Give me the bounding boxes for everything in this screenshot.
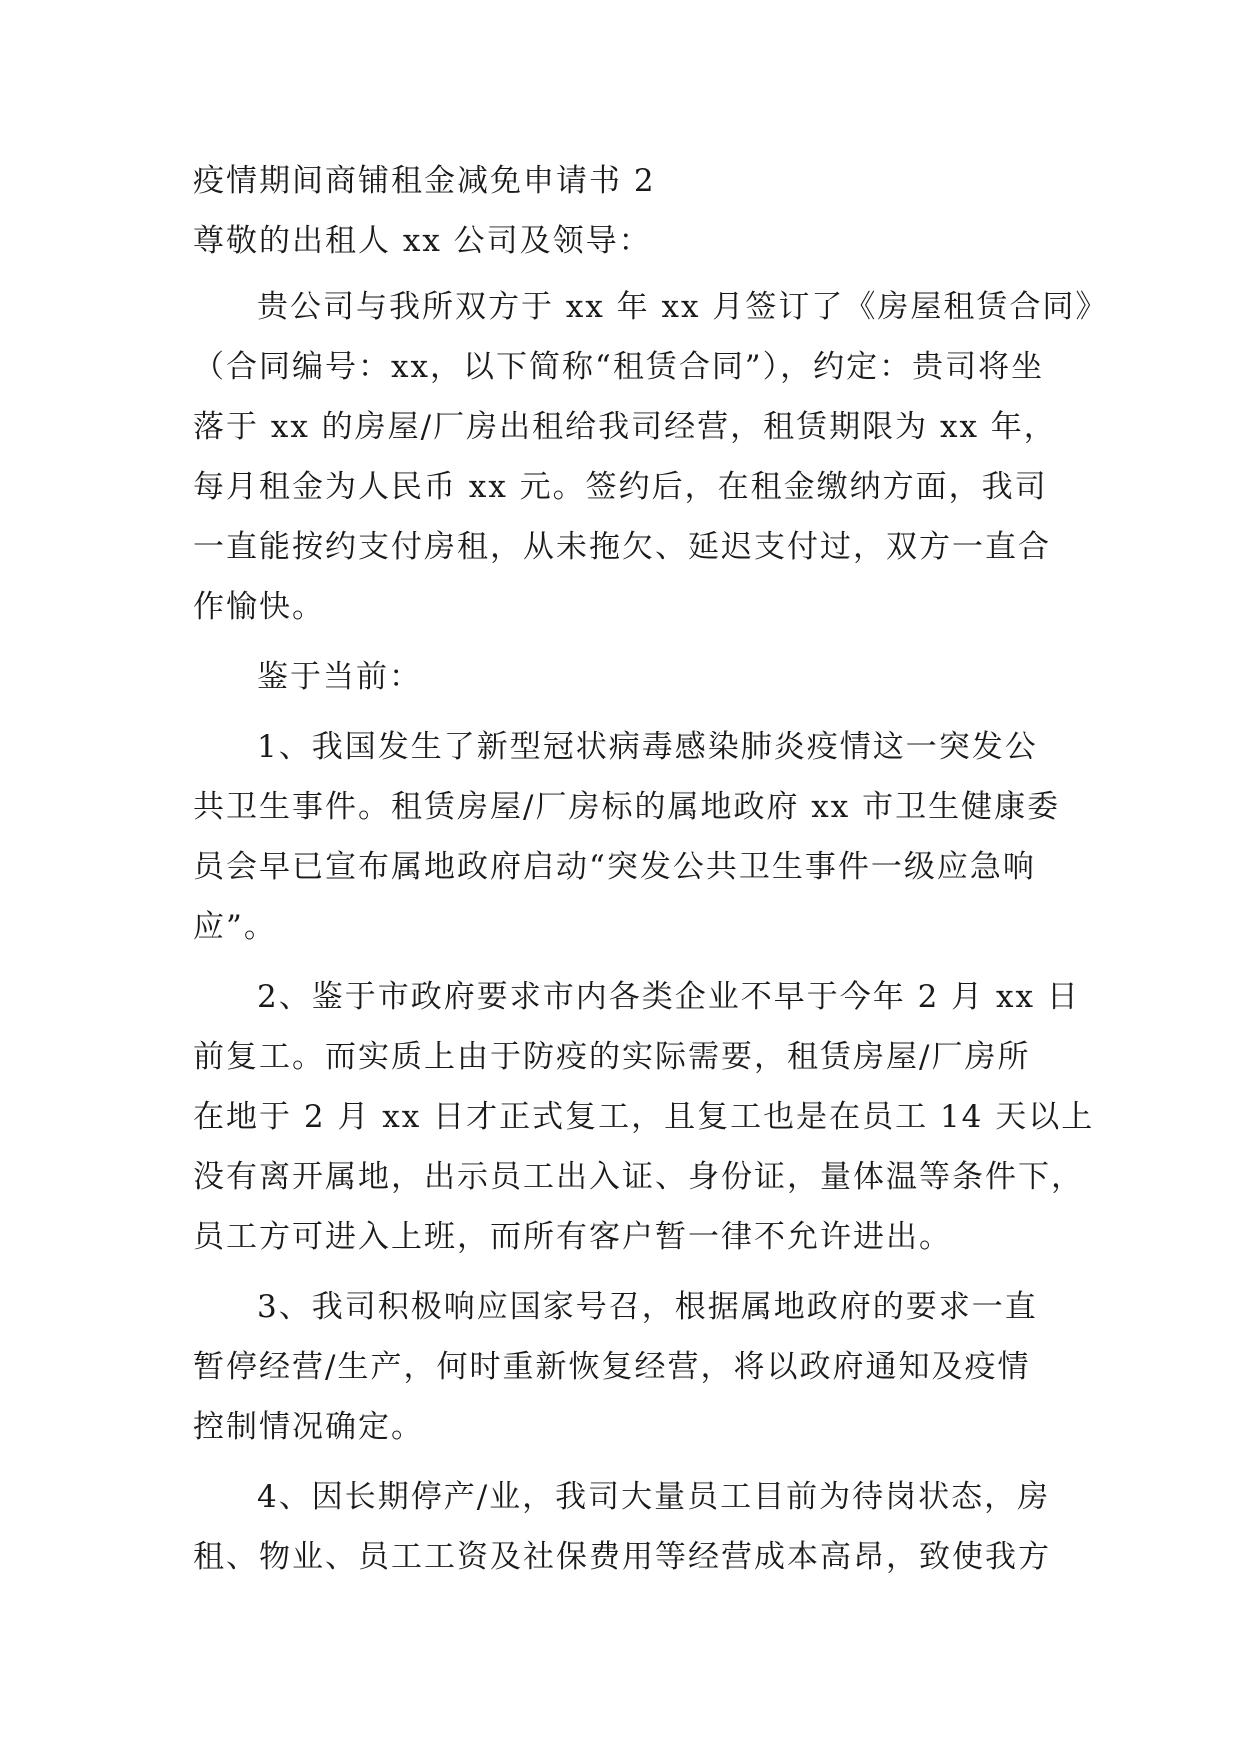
paragraph-given	[193, 647, 1053, 707]
paragraph-line: 贵公司与我所双方于 xx 年 xx 月签订了《房屋租赁合同》	[257, 289, 1109, 325]
paragraph-item-1	[193, 717, 1061, 957]
paragraph-item-2	[193, 967, 1095, 1267]
paragraph-line: 作愉快。	[193, 589, 325, 625]
paragraph-line: 租、物业、员工工资及社保费用等经营成本高昂，致使我方	[193, 1539, 1051, 1575]
paragraph-line: 没有离开属地，出示员工出入证、身份证，量体温等条件下，	[193, 1159, 1084, 1195]
document-body	[193, 157, 1109, 1597]
paragraph-line: 员工方可进入上班，而所有客户暂一律不允许进出。	[193, 1219, 952, 1255]
paragraph-line: 应”。	[193, 909, 277, 945]
paragraph-line: 一直能按约支付房租，从未拖欠、延迟支付过，双方一直合	[193, 529, 1051, 565]
paragraph-line: 暂停经营/生产，何时重新恢复经营，将以政府通知及疫情	[193, 1349, 1031, 1385]
paragraph-line: 每月租金为人民币 xx 元。签约后，在租金缴纳方面，我司	[193, 469, 1048, 505]
paragraph-line: 员会早已宣布属地政府启动“突发公共卫生事件一级应急响	[193, 849, 1036, 885]
document-title: 疫情期间商铺租金减免申请书 2	[193, 163, 656, 199]
paragraph-line: 控制情况确定。	[193, 1409, 424, 1445]
paragraph-line: 3、我司积极响应国家号召，根据属地政府的要求一直	[257, 1289, 1038, 1325]
paragraph-line: 4、因长期停产/业，我司大量员工目前为待岗状态，房	[257, 1479, 1051, 1515]
paragraph-line: （合同编号：xx，以下简称“租赁合同”），约定：贵司将坐	[193, 349, 1045, 385]
paragraph-line: 前复工。而实质上由于防疫的实际需要，租赁房屋/厂房所	[193, 1039, 1031, 1075]
salutation: 尊敬的出租人 xx 公司及领导：	[193, 223, 652, 259]
paragraph-line: 共卫生事件。租赁房屋/厂房标的属地政府 xx 市卫生健康委	[193, 789, 1061, 825]
paragraph-line: 在地于 2 月 xx 日才正式复工，且复工也是在员工 14 天以上	[193, 1099, 1095, 1135]
paragraph-item-3	[193, 1277, 1053, 1457]
paragraph-line: 落于 xx 的房屋/厂房出租给我司经营，租赁期限为 xx 年，	[193, 409, 1057, 445]
paragraph-line: 鉴于当前：	[257, 659, 422, 695]
paragraph-line: 2、鉴于市政府要求市内各类企业不早于今年 2 月 xx 日	[257, 979, 1080, 1015]
paragraph-item-4	[193, 1467, 1053, 1587]
paragraph-line: 1、我国发生了新型冠状病毒感染肺炎疫情这一突发公	[257, 729, 1038, 765]
paragraph-contract	[193, 277, 1109, 637]
